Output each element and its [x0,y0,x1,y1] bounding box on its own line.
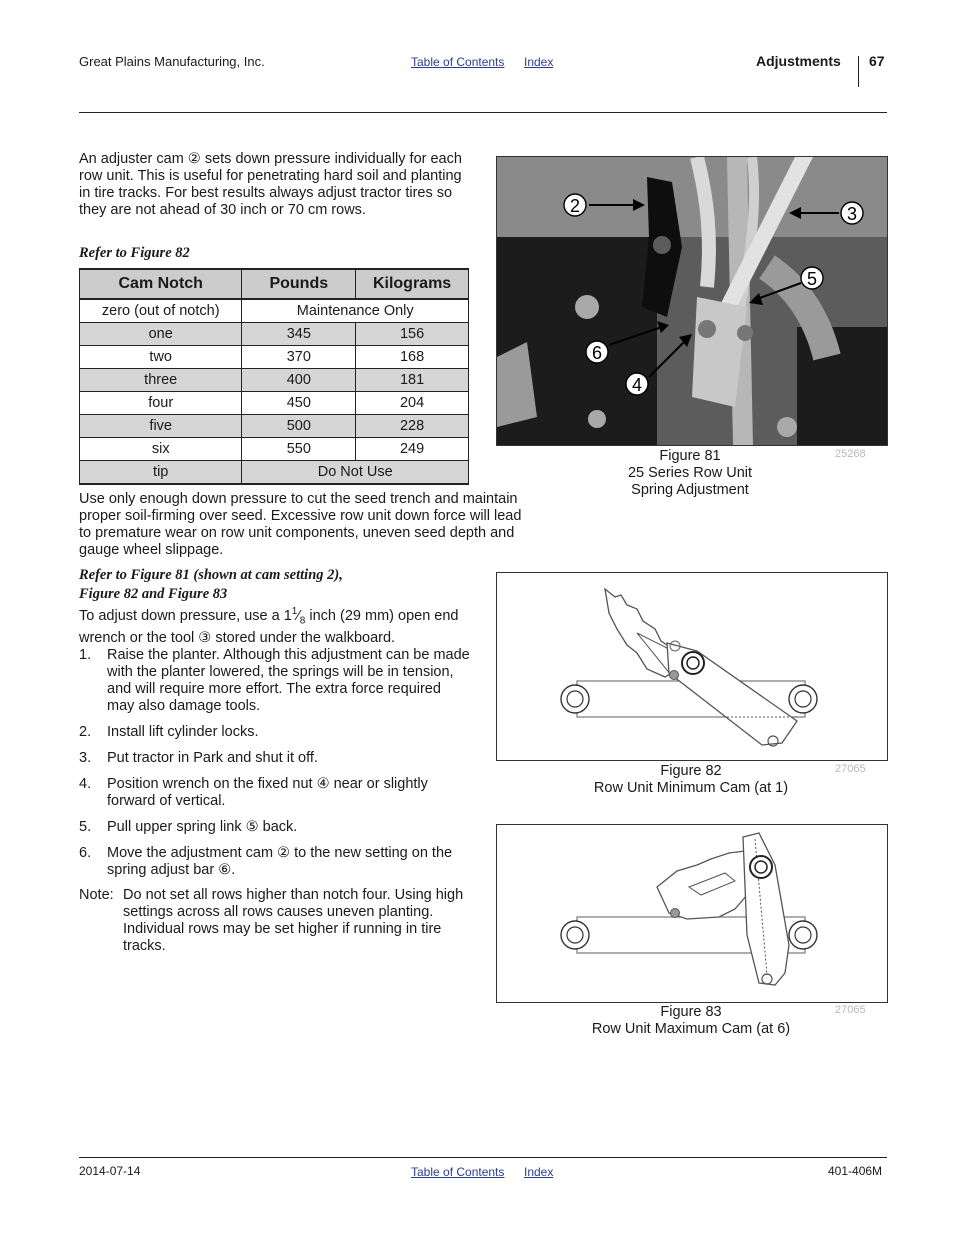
figure-83-line1: Row Unit Maximum Cam (at 6) [591,1021,791,1037]
section-title: Adjustments [756,53,841,69]
cell-kg: 181 [356,369,469,392]
cell-kg: 249 [356,438,469,461]
header-rule [79,112,887,113]
svg-text:6: 6 [591,343,603,363]
figure-83-caption [576,1004,806,1038]
callout-5 [801,267,823,289]
table-row [80,415,469,438]
adjust-steps [79,647,471,888]
figure-82-number: 27065 [835,763,866,775]
step-item: 5. Pull upper spring link ⑤ back. [79,819,298,835]
footer-toc-link[interactable]: Table of Contents [411,1165,505,1179]
svg-text:3: 3 [846,204,858,224]
cell-pounds: 370 [242,346,356,369]
cell-notch: three [80,369,242,392]
cell-pounds: 345 [242,323,356,346]
step-item: 2. Install lift cylinder locks. [79,724,259,740]
company-name: Great Plains Manufacturing, Inc. [79,54,265,69]
figure-82-line1: Row Unit Minimum Cam (at 1) [593,780,789,796]
header-kilograms: Kilograms [356,269,469,299]
header-pounds: Pounds [242,269,356,299]
table-row [80,299,469,323]
figure-83-title: Figure 83 [660,1004,722,1020]
footer-doc-number: 401-406M [828,1164,883,1178]
fraction-numerator: 1 [291,606,298,617]
cell-pounds: 450 [242,392,356,415]
note-label: Note: [79,887,114,903]
cell-merged: Maintenance Only [242,299,469,323]
cell-notch: zero (out of notch) [80,299,242,323]
callout-3 [841,202,863,224]
step-item: 3. Put tractor in Park and shut it off. [79,750,318,766]
table-row [80,438,469,461]
cell-pounds: 500 [242,415,356,438]
header-cam-notch: Cam Notch [80,269,242,299]
ref-figure-81-line1: Refer to Figure 81 (shown at cam setting 2), [79,567,343,583]
cell-pounds: 400 [242,369,356,392]
callout-2 [564,194,586,216]
cell-kg: 168 [356,346,469,369]
note-block [79,887,471,955]
table-row [80,461,469,485]
cell-notch: two [80,346,242,369]
callout-6 [586,341,608,363]
svg-text:4: 4 [631,375,643,395]
pressure-paragraph: Use only enough down pressure to cut the seed trench and maintain proper soil-firming over seed. Excessive row unit down force will lead to premature wear on row unit components, uneven seed depth and gauge wheel slippage. [79,491,522,558]
ref-figure-81-line2: Figure 82 and Figure 83 [79,586,228,602]
figure-81-caption [590,448,790,499]
cell-pounds: 550 [242,438,356,461]
figure-81-line2: Spring Adjustment [631,482,749,498]
table-row [80,392,469,415]
header-divider [858,56,859,87]
cell-merged: Do Not Use [242,461,469,485]
header-toc-link[interactable]: Table of Contents [411,55,505,69]
footer-rule [79,1157,887,1158]
page-number: 67 [869,53,885,69]
figure-82-diagram [496,572,888,761]
figure-81-number: 25268 [835,448,866,460]
step-item: 6. Move the adjustment cam ② to the new setting on the spring adjust bar ⑥. [79,845,453,878]
cell-notch: five [80,415,242,438]
cell-kg: 228 [356,415,469,438]
callout-4 [626,373,648,395]
adjust-text-after: inch (29 mm) open end wrench or the tool ③ stored under the walkboard. [79,607,459,646]
ref-figure-82: Refer to Figure 82 [79,245,190,261]
table-row [80,323,469,346]
figure-81-line1: 25 Series Row Unit [627,465,753,481]
intro-paragraph: An adjuster cam ② sets down pressure individually for each row unit. This is useful for penetrating hard soil and planting in tire tracks. For best results always adjust tractor tires so they are not ahead of 30 inch or 70 cm rows. [79,151,462,218]
max-cam-illustration [497,825,887,1002]
figure-81-title: Figure 81 [659,448,721,464]
figure-83-number: 27065 [835,1004,866,1016]
figure-81-photo [496,156,888,446]
footer-date: 2014-07-14 [79,1164,141,1178]
figure-82-caption [576,763,806,797]
figure-82-title: Figure 82 [660,763,722,779]
cell-kg: 156 [356,323,469,346]
figure-83-diagram [496,824,888,1003]
cell-notch: four [80,392,242,415]
cell-notch: one [80,323,242,346]
footer-index-link[interactable]: Index [524,1165,554,1179]
step-item: 1. Raise the planter. Although this adjustment can be made with the planter lowered, the springs will be in tension, and will require more effort. The extra force required may also damage tools. [79,647,470,714]
cell-notch: six [80,438,242,461]
fraction-denominator: 8 [299,615,306,627]
adjust-text-before: To adjust down pressure, use a 1 [79,607,292,624]
cell-kg: 204 [356,392,469,415]
cell-notch: tip [80,461,242,485]
header-index-link[interactable]: Index [524,55,554,69]
svg-text:5: 5 [806,269,818,289]
row-unit-photo-illustration [497,157,887,445]
table-row [80,346,469,369]
svg-text:2: 2 [569,196,581,216]
cam-notch-table [79,268,469,485]
step-item: 4. Position wrench on the fixed nut ④ near or slightly forward of vertical. [79,776,428,809]
note-text: Do not set all rows higher than notch four. Using high settings across all rows causes uneven planting. Individual rows may be set higher if running in tire tracks. [123,887,464,954]
adjust-paragraph: To adjust down pressure, use a $1^1⁄_8$ inch (29 mm) open end wrench or the tool ③ stored under the walkboard. [79,606,459,646]
min-cam-illustration [497,573,887,760]
table-row [80,369,469,392]
